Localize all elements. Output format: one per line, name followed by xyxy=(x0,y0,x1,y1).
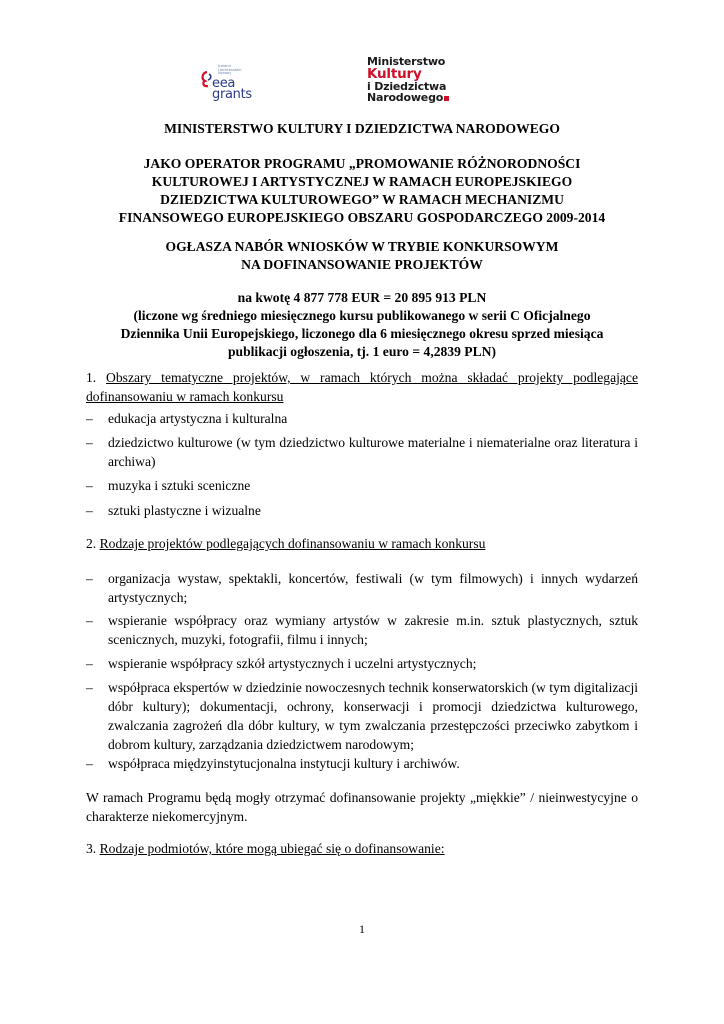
section2-item: wspieranie współpracy oraz wymiany artystów w zakresie m.in. sztuk plastycznych, sztuk scenicznych, muzyki, fotografii, filmu i innych; xyxy=(108,613,638,647)
eea-grants-logo xyxy=(200,62,260,104)
amount-line-2: (liczone wg średniego miesięcznego kursu publikowanego w serii C Oficjalnego xyxy=(133,308,591,323)
section3-title: Rodzaje podmiotów, które mogą ubiegać się o dofinansowanie: xyxy=(99,841,445,856)
ministry-logo-line2: Kultury xyxy=(367,65,422,82)
dash-bullet: – xyxy=(86,503,93,518)
red-square-icon xyxy=(444,96,449,101)
list-item xyxy=(86,569,638,607)
dash-bullet: – xyxy=(86,680,93,695)
section1-number: 1. xyxy=(86,370,97,385)
section2-item: współpraca międzyinstytucjonalna instytucji kultury i archiwów. xyxy=(108,756,460,771)
list-item xyxy=(86,754,638,773)
section2-note: W ramach Programu będą mogły otrzymać dofinansowanie projekty „miękkie” / nieinwestycyjne o charakterze niekomercyjnym. xyxy=(86,790,638,824)
section2-item: wspieranie współpracy szkół artystycznych i uczelni artystycznych; xyxy=(108,656,477,671)
dash-bullet: – xyxy=(86,613,93,628)
eea-word: eea xyxy=(212,76,236,91)
grants-word: grants xyxy=(212,87,252,102)
operator-line-4: FINANSOWEGO EUROPEJSKIEGO OBSZARU GOSPODARCZEGO 2009-2014 xyxy=(118,210,606,225)
section1-item: edukacja artystyczna i kulturalna xyxy=(108,411,288,426)
list-item xyxy=(86,501,638,520)
dash-bullet: – xyxy=(86,478,93,493)
section2-item: współpraca ekspertów w dziedzinie nowoczesnych technik konserwatorskich (w tym digitalizacji dóbr kultury); dokumentacji, ochrony, konserwacji i promocji dziedzictwa kulturowego, zwalczania zagrożeń dla dóbr kultury, w tym zwalczania przestępczości przeciwko zabytkom i dobrom kultury, zarządzania dziedzictwem narodowym; xyxy=(108,680,638,752)
section2-number: 2. xyxy=(86,536,97,551)
ministry-logo xyxy=(367,56,467,110)
dash-bullet: – xyxy=(86,411,93,426)
dash-bullet: – xyxy=(86,656,93,671)
section1-item: muzyka i sztuki sceniczne xyxy=(108,478,251,493)
dash-bullet: – xyxy=(86,435,93,450)
section3-heading xyxy=(86,839,638,858)
amount-line-4: publikacji ogłoszenia, tj. 1 euro = 4,2839 PLN) xyxy=(227,344,497,359)
section2-heading xyxy=(86,534,638,553)
section1-title: Obszary tematyczne projektów, w ramach których można składać projekty podlegające dofinansowaniu w ramach konkursu xyxy=(86,370,638,404)
list-item xyxy=(86,678,638,754)
ministry-heading: MINISTERSTWO KULTURY I DZIEDZICTWA NARODOWEGO xyxy=(164,121,560,136)
section2-title: Rodzaje projektów podlegających dofinansowaniu w ramach konkursu xyxy=(99,536,486,551)
list-item xyxy=(86,654,638,673)
dash-bullet: – xyxy=(86,571,93,586)
operator-line-3: DZIEDZICTWA KULTUROWEGO” W RAMACH MECHANIZMU xyxy=(160,192,564,207)
ministry-logo-line1: Ministerstwo xyxy=(367,55,446,68)
section1-item: sztuki plastyczne i wizualne xyxy=(108,503,261,518)
list-item xyxy=(86,476,638,495)
operator-line-1: JAKO OPERATOR PROGRAMU „PROMOWANIE RÓŻNORODNOŚCI xyxy=(143,156,581,171)
list-item xyxy=(86,409,638,428)
section3-number: 3. xyxy=(86,841,97,856)
logo-bar xyxy=(0,56,724,112)
list-item xyxy=(86,433,638,471)
section2-item: organizacja wystaw, spektakli, koncertów, festiwali (w tym filmowych) i innych wydarzeń artystycznych; xyxy=(108,571,638,605)
announcement-line-2: NA DOFINANSOWANIE PROJEKTÓW xyxy=(241,257,483,272)
operator-line-2: KULTUROWEJ I ARTYSTYCZNEJ W RAMACH EUROPEJSKIEGO xyxy=(151,174,573,189)
eea-countries-text: Iceland Liechtenstein Norway xyxy=(218,64,242,75)
dash-bullet: – xyxy=(86,756,93,771)
ministry-logo-line4: Narodowego xyxy=(367,91,444,104)
announcement-line-1: OGŁASZA NABÓR WNIOSKÓW W TRYBIE KONKURSOWYM xyxy=(165,239,559,254)
ministry-logo-line3: i Dziedzictwa xyxy=(367,79,447,93)
list-item xyxy=(86,611,638,649)
amount-line-1: na kwotę 4 877 778 EUR = 20 895 913 PLN xyxy=(237,290,487,305)
amount-line-3: Dziennika Unii Europejskiego, liczonego dla 6 miesięcznego okresu sprzed miesiąca xyxy=(120,326,604,341)
section1-item: dziedzictwo kulturowe (w tym dziedzictwo kulturowe materialne i niematerialne oraz literatura i archiwa) xyxy=(108,435,638,469)
page-number: 1 xyxy=(359,922,365,936)
section1-heading xyxy=(86,368,638,406)
